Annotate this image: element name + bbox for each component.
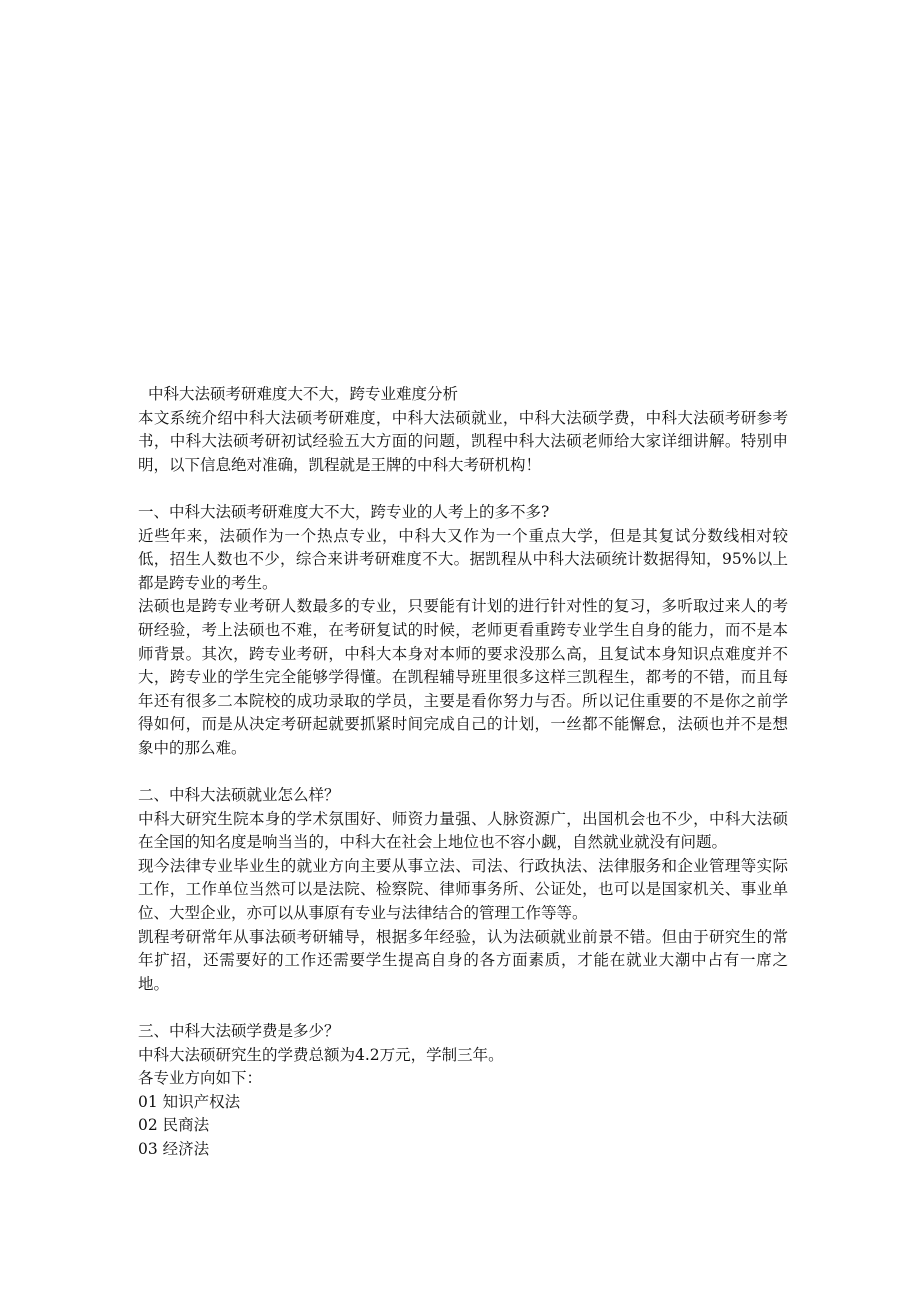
paragraph: 法硕也是跨专业考研人数最多的专业，只要能有计划的进行针对性的复习，多听取过来人的考研经验，考上法硕也不难，在考研复试的时候，老师更看重跨专业学生自身的能力，而不是本师背景。其次，跨专业考研，中科大本身对本师的要求没那么高，且复试本身知识点难度并不大，跨专业的学生完全能够学得懂。在凯程辅导班里很多这样三凯程生，都考的不错，而且每年还有很多二本院校的成功录取的学员，主要是看你努力与否。所以记住重要的不是你之前学得如何，而是从决定考研起就要抓紧时间完成自己的计划，一丝都不能懈怠，法硕也并不是想象中的那么难。 bbox=[138, 597, 788, 757]
spacer bbox=[138, 996, 788, 1020]
paragraph: 凯程考研常年从事法硕考研辅导，根据多年经验，认为法硕就业前景不错。但由于研究生的常年扩招，还需要好的工作还需要学生提高自身的各方面素质，才能在就业大潮中占有一席之地。 bbox=[138, 927, 788, 993]
section-heading: 一、中科大法硕考研难度大不大，跨专业的人考上的多不多? bbox=[138, 502, 550, 521]
paragraph: 近些年来，法硕作为一个热点专业，中科大又作为一个重点大学，但是其复试分数线相对较低，招生人数也不少，综合来讲考研难度不大。据凯程从中科大法硕统计数据得知，95%以上都是跨专业的考生。 bbox=[138, 526, 788, 592]
document-body bbox=[138, 383, 788, 1162]
section-heading: 三、中科大法硕学费是多少？ bbox=[138, 1022, 340, 1041]
spacer bbox=[138, 477, 788, 501]
list-item: 03 经济法 bbox=[138, 1140, 210, 1158]
document-title: 中科大法硕考研难度大不大，跨专业难度分析 bbox=[148, 385, 459, 403]
list-item: 02 民商法 bbox=[138, 1116, 210, 1135]
paragraph: 中科大法硕研究生的学费总额为4.2万元，学制三年。 bbox=[138, 1045, 504, 1064]
paragraph: 中科大研究生院本身的学术氛围好、师资力量强、人脉资源广，出国机会也不少，中科大法硕在全国的知名度是响当当的，中科大在社会上地位也不容小觑，自然就业就没有问题。 bbox=[138, 809, 788, 852]
paragraph: 现今法律专业毕业生的就业方向主要从事立法、司法、行政执法、法律服务和企业管理等实际工作，工作单位当然可以是法院、检察院、律师事务所、公证处，也可以是国家机关、事业单位、大型企业，亦可以从事原有专业与法律结合的管理工作等等。 bbox=[138, 856, 788, 923]
section-heading: 二、中科大法硕就业怎么样？ bbox=[138, 786, 340, 805]
list-item: 01 知识产权法 bbox=[138, 1092, 241, 1111]
paragraph: 各专业方向如下： bbox=[138, 1069, 263, 1088]
intro-paragraph: 本文系统介绍中科大法硕考研难度，中科大法硕就业，中科大法硕学费，中科大法硕考研参考书，中科大法硕考研初试经验五大方面的问题，凯程中科大法硕老师给大家详细讲解。特别申明，以下信息绝对准确，凯程就是王牌的中科大考研机构！ bbox=[138, 408, 788, 474]
spacer bbox=[138, 761, 788, 785]
